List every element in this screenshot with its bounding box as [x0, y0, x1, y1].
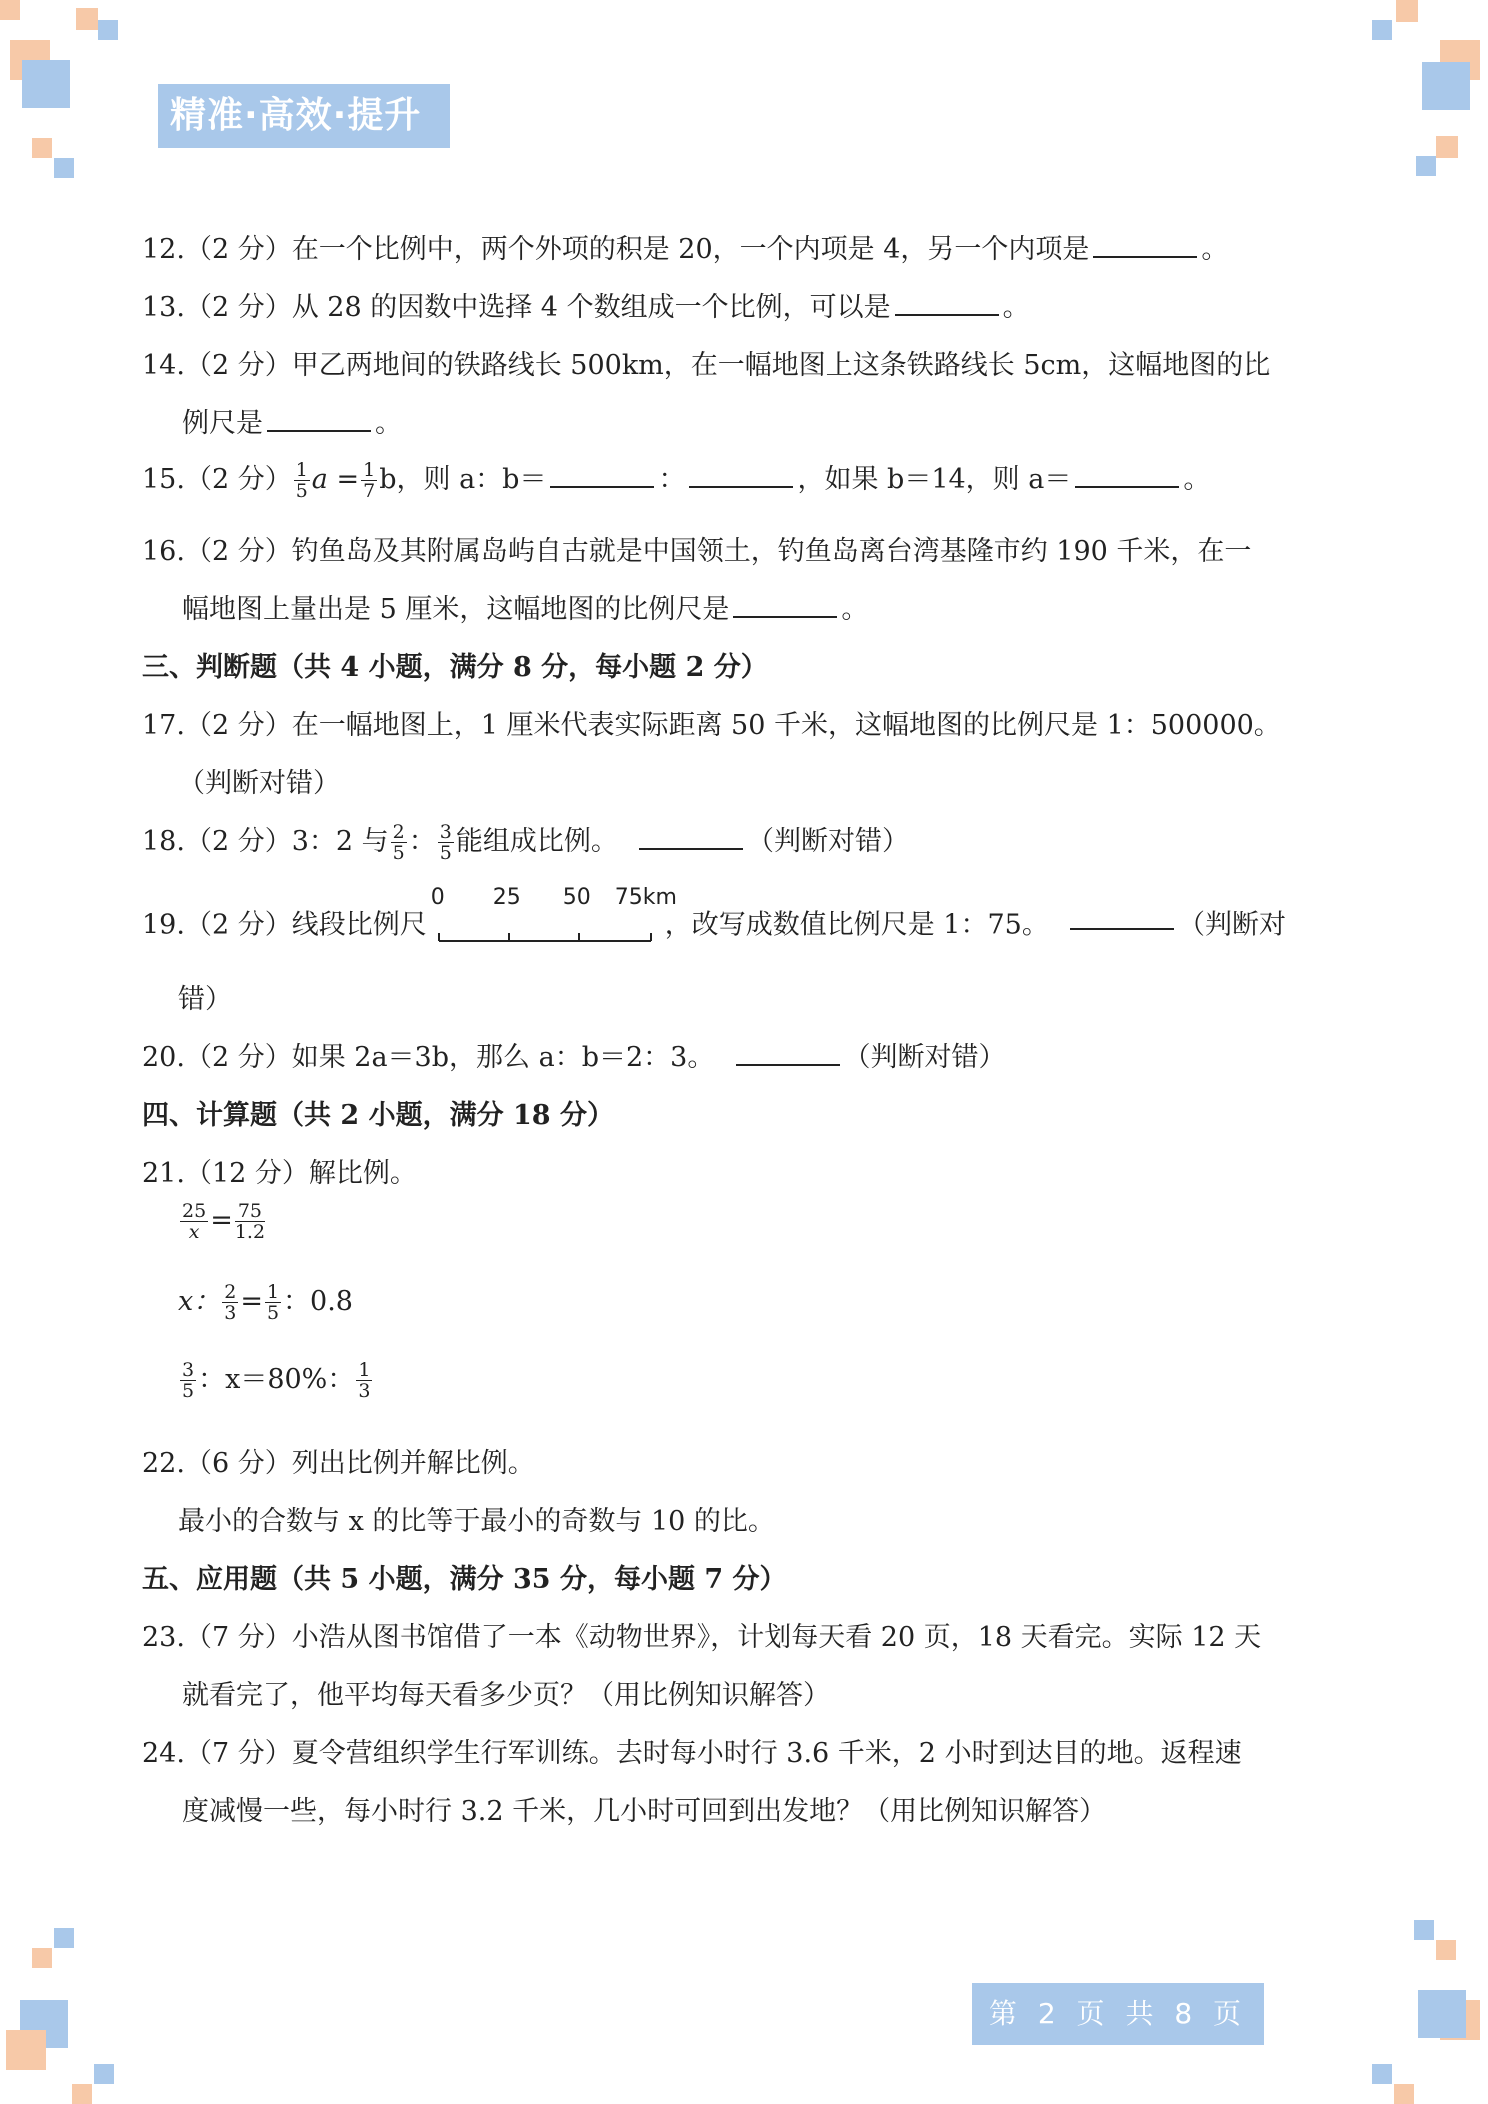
question-17 — [142, 703, 1281, 742]
fraction — [180, 1360, 196, 1401]
decor-square — [94, 2064, 114, 2084]
question-17-cont — [178, 761, 340, 800]
scale-tick-label: 50 — [562, 885, 591, 910]
question-text: 就看完了，他平均每天看多少页？（用比例知识解答） — [182, 1680, 830, 1711]
denominator: 3 — [358, 1380, 371, 1402]
decor-square — [32, 138, 52, 158]
equation-2 — [178, 1279, 353, 1323]
question-22 — [142, 1441, 535, 1480]
question-text: 度减慢一些，每小时行 3.2 千米，几小时可回到出发地？（用比例知识解答） — [182, 1796, 1107, 1827]
punct: 。 — [375, 408, 402, 439]
answer-blank[interactable] — [267, 408, 371, 432]
section-3-heading: 三、判断题（共 4 小题，满分 8 分，每小题 2 分） — [142, 652, 768, 683]
question-18 — [142, 819, 909, 863]
scale-tick-label: 0 — [430, 885, 445, 910]
denominator: 5 — [182, 1380, 195, 1402]
question-text: 错） — [178, 984, 232, 1015]
question-19-cont — [178, 977, 232, 1016]
question-text: （判断对错） — [178, 768, 340, 799]
question-20 — [142, 1035, 1006, 1074]
answer-blank[interactable] — [895, 292, 999, 316]
section-5-heading: 五、应用题（共 5 小题，满分 35 分，每小题 7 分） — [142, 1564, 787, 1595]
decor-square — [1436, 1940, 1456, 1960]
question-text: 14.（2 分）甲乙两地间的铁路线长 500km，在一幅地图上这条铁路线长 5cm，这幅地图的比 — [142, 350, 1271, 381]
numerator: 1 — [266, 1281, 280, 1303]
question-13 — [142, 285, 1030, 324]
question-text: 19.（2 分）线段比例尺 — [142, 909, 427, 941]
answer-blank[interactable] — [639, 826, 743, 850]
question-text: 能组成比例。 — [455, 826, 618, 857]
numerator: 3 — [439, 821, 452, 843]
question-21 — [142, 1151, 417, 1190]
question-text: 最小的合数与 x 的比等于最小的奇数与 10 的比。 — [178, 1506, 775, 1537]
question-text: 幅地图上量出是 5 厘米，这幅地图的比例尺是 — [182, 594, 730, 625]
numerator: 75 — [235, 1201, 265, 1222]
question-text: b，则 a：b＝ — [379, 464, 547, 495]
header-badge: 精准·高效·提升 — [158, 84, 450, 148]
punct: ： — [658, 464, 686, 495]
decor-square — [22, 60, 70, 108]
math-text: a = — [311, 464, 360, 495]
decor-square — [98, 20, 118, 40]
denominator: x — [188, 1221, 200, 1243]
answer-blank[interactable] — [689, 464, 793, 488]
equation-3 — [178, 1357, 374, 1401]
question-text: 24.（7 分）夏令营组织学生行军训练。去时每小时行 3.6 千米，2 小时到达目的地。返程速 — [142, 1738, 1242, 1769]
decor-square — [54, 1928, 74, 1948]
line-scale-bar — [430, 885, 677, 947]
decor-square — [1394, 2084, 1414, 2104]
question-14 — [142, 343, 1270, 382]
decor-square — [1416, 156, 1436, 176]
decor-square — [54, 158, 74, 178]
math-text: ：x＝80%： — [198, 1364, 355, 1395]
question-text: （判断对错） — [843, 1042, 1006, 1073]
fraction — [438, 822, 454, 863]
decor-square — [1372, 20, 1392, 40]
math-text: = — [240, 1286, 263, 1317]
fraction — [361, 460, 377, 501]
punct: 。 — [1183, 464, 1211, 495]
question-16-cont — [182, 587, 868, 626]
answer-blank[interactable] — [1075, 464, 1179, 488]
decor-square — [0, 0, 20, 20]
numerator: 25 — [182, 1200, 207, 1222]
question-text: 18.（2 分）3：2 与 — [142, 826, 389, 857]
question-19 — [142, 885, 1286, 947]
math-text: = — [210, 1205, 233, 1236]
decor-square — [76, 8, 98, 30]
decor-square — [1396, 0, 1418, 22]
answer-blank[interactable] — [733, 594, 837, 618]
decor-square — [6, 2030, 46, 2070]
fraction — [294, 460, 310, 501]
question-text: （判断对错） — [747, 826, 909, 857]
numerator: 1 — [295, 459, 308, 481]
fraction — [265, 1282, 281, 1323]
punct: 。 — [841, 594, 869, 625]
page-number: 第 2 页 共 8 页 — [972, 1983, 1264, 2045]
punct: 。 — [1002, 292, 1030, 323]
question-23 — [142, 1615, 1261, 1654]
decor-square — [1418, 1990, 1466, 2038]
fraction — [235, 1201, 265, 1242]
question-text: 17.（2 分）在一幅地图上，1 厘米代表实际距离 50 千米，这幅地图的比例尺是 1：500000。 — [142, 710, 1281, 741]
question-24-cont — [182, 1789, 1106, 1828]
numerator: 1 — [358, 1359, 371, 1381]
question-text: （判断对 — [1178, 909, 1286, 941]
numerator: 1 — [363, 459, 376, 481]
question-text: 21.（12 分）解比例。 — [142, 1158, 417, 1189]
question-16 — [142, 529, 1251, 568]
question-text: 13.（2 分）从 28 的因数中选择 4 个数组成一个比例，可以是 — [142, 292, 891, 323]
equation-1 — [178, 1201, 267, 1242]
denominator: 5 — [266, 1302, 280, 1324]
fraction — [180, 1201, 208, 1242]
question-text: 23.（7 分）小浩从图书馆借了一本《动物世界》，计划每天看 20 页，18 天看完。实际 12 天 — [142, 1622, 1262, 1653]
punct: ： — [408, 826, 436, 857]
question-text: ，改写成数值比例尺是 1：75。 — [664, 909, 1049, 941]
denominator: 5 — [295, 480, 308, 502]
numerator: 2 — [392, 821, 405, 843]
question-text: 15.（2 分） — [142, 464, 292, 495]
fraction — [222, 1282, 238, 1323]
decor-square — [1414, 1920, 1434, 1940]
decor-square — [1372, 2064, 1392, 2084]
question-text: 例尺是 — [182, 408, 263, 439]
math-text: ：0.8 — [283, 1286, 353, 1317]
numerator: 3 — [182, 1359, 195, 1381]
question-12 — [142, 227, 1228, 266]
question-text: 22.（6 分）列出比例并解比例。 — [142, 1448, 535, 1479]
denominator: 5 — [439, 842, 452, 864]
answer-blank[interactable] — [1093, 234, 1197, 258]
fraction — [356, 1360, 372, 1401]
scale-tick-label: 25 — [492, 885, 521, 910]
question-24 — [142, 1731, 1242, 1770]
question-22-cont — [178, 1499, 775, 1538]
question-text: 20.（2 分）如果 2a＝3b，那么 a：b＝2：3。 — [142, 1042, 715, 1073]
decor-square — [1436, 136, 1458, 158]
denominator: 5 — [392, 842, 405, 864]
decor-square — [1422, 62, 1470, 110]
denominator: 3 — [224, 1302, 237, 1324]
answer-blank[interactable] — [1070, 906, 1174, 930]
answer-blank[interactable] — [550, 464, 654, 488]
question-14-cont — [182, 401, 402, 440]
numerator: 2 — [224, 1281, 237, 1303]
denominator: 7 — [363, 480, 376, 502]
answer-blank[interactable] — [736, 1042, 840, 1066]
question-text: 12.（2 分）在一个比例中，两个外项的积是 20，一个内项是 4，另一个内项是 — [142, 234, 1090, 265]
fraction — [391, 822, 407, 863]
decor-square — [72, 2084, 92, 2104]
question-text: ，如果 b＝14，则 a＝ — [797, 464, 1072, 495]
math-text: x： — [178, 1286, 221, 1317]
scale-tick-label: 75km — [614, 885, 677, 910]
decor-square — [32, 1948, 52, 1968]
question-text: 16.（2 分）钓鱼岛及其附属岛屿自古就是中国领土，钓鱼岛离台湾基隆市约 190 千米，在一 — [142, 536, 1252, 567]
question-15 — [142, 457, 1210, 501]
question-23-cont — [182, 1673, 830, 1712]
denominator: 1.2 — [234, 1221, 266, 1243]
section-4-heading: 四、计算题（共 2 小题，满分 18 分） — [142, 1100, 614, 1131]
punct: 。 — [1201, 234, 1229, 265]
